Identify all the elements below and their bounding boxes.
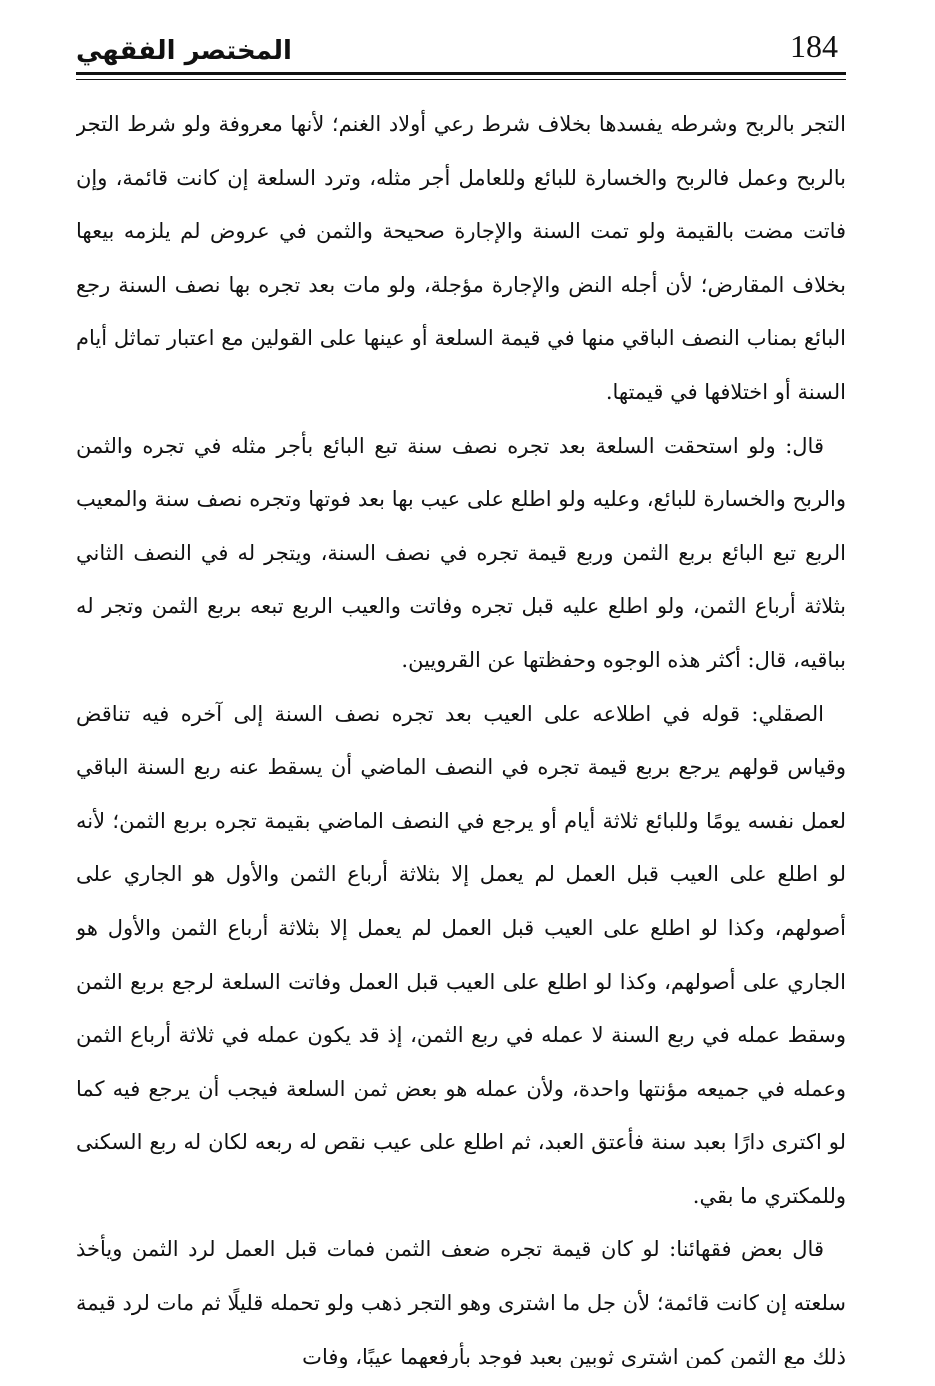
paragraph: قال: ولو استحقت السلعة بعد تجره نصف سنة تبع البائع بأجر مثله في تجره والثمن والربح والخسارة للبائع، وعليه ولو اطلع على عيب بها بعد فوتها وتجره نصف سنة والمعيب الربع تبع البائع بربع الثمن وربع قيمة تجره في نصف السنة، ويتجر له في النصف الثاني بثلاثة أرباع الثمن، ولو اطلع عليه قبل تجره وفاتت والعيب الربع تبعه بربع الثمن وتجر له بباقيه، قال: أكثر هذه الوجوه وحفظتها عن القرويين. — [76, 433, 846, 672]
header-rule-thin — [76, 79, 846, 80]
book-title: المختصر الفقهي — [76, 36, 292, 66]
body-text — [76, 98, 846, 1368]
header-rule-thick — [76, 72, 846, 75]
page-header — [76, 26, 846, 70]
page-number: 184 — [790, 28, 838, 64]
paragraph: قال بعض فقهائنا: لو كان قيمة تجره ضعف الثمن فمات قبل العمل لرد الثمن ويأخذ سلعته إن كانت قائمة؛ لأن جل ما اشترى وهو التجر ذهب ولو تحمله قليلًا ثم مات لرد قيمة ذلك مع الثمن كمن اشترى ثوبين بعبد فوجد بأرفعهما عيبًا، وفات — [76, 1237, 846, 1368]
paragraph: الصقلي: قوله في اطلاعه على العيب بعد تجره نصف السنة إلى آخره فيه تناقض وقياس قولهم يرجع بربع قيمة تجره في النصف الماضي أن يسقط عنه ربع السنة الباقي لعمل نفسه يومًا وللبائع ثلاثة أيام أو يرجع في النصف الماضي بقيمة تجره بربع الثمن؛ لأنه لو اطلع على العيب قبل العمل لم يعمل إلا بثلاثة أرباع الثمن والأول هو الجاري على أصولهم، وكذا لو اطلع على العيب قبل العمل لم يعمل إلا بثلاثة أرباع الثمن والأول هو الجاري على أصولهم، وكذا لو اطلع على العيب قبل العمل وفاتت السلعة لرجع بربع الثمن وسقط عمله في ربع السنة لا عمله في ربع الثمن، إذ قد يكون عمله في ثلاثة أرباع الثمن وعمله في جميعه مؤنتها واحدة، ولأن عمله هو بعض ثمن السلعة فيجب أن يرجع فيه كما لو اكترى دارًا بعبد سنة فأعتق العبد، ثم اطلع على عيب نقص له ربعه لكان له ربع السكنى وللمكتري ما بقي. — [76, 701, 846, 1208]
paragraph: التجر بالربح وشرطه يفسدها بخلاف شرط رعي أولاد الغنم؛ لأنها معروفة ولو شرط التجر بالربح وعمل فالربح والخسارة للبائع وللعامل أجر مثله، وترد السلعة إن كانت قائمة، وإن فاتت مضت بالقيمة ولو تمت السنة والإجارة صحيحة والثمن في عروض لم يلزمه بيعها بخلاف المقارض؛ لأن أجله النض والإجارة مؤجلة، ولو مات بعد تجره بها نصف السنة رجع البائع بمناب النصف الباقي منها في قيمة السلعة أو عينها على القولين مع اعتبار تماثل أيام السنة أو اختلافها في قيمتها. — [76, 112, 846, 404]
